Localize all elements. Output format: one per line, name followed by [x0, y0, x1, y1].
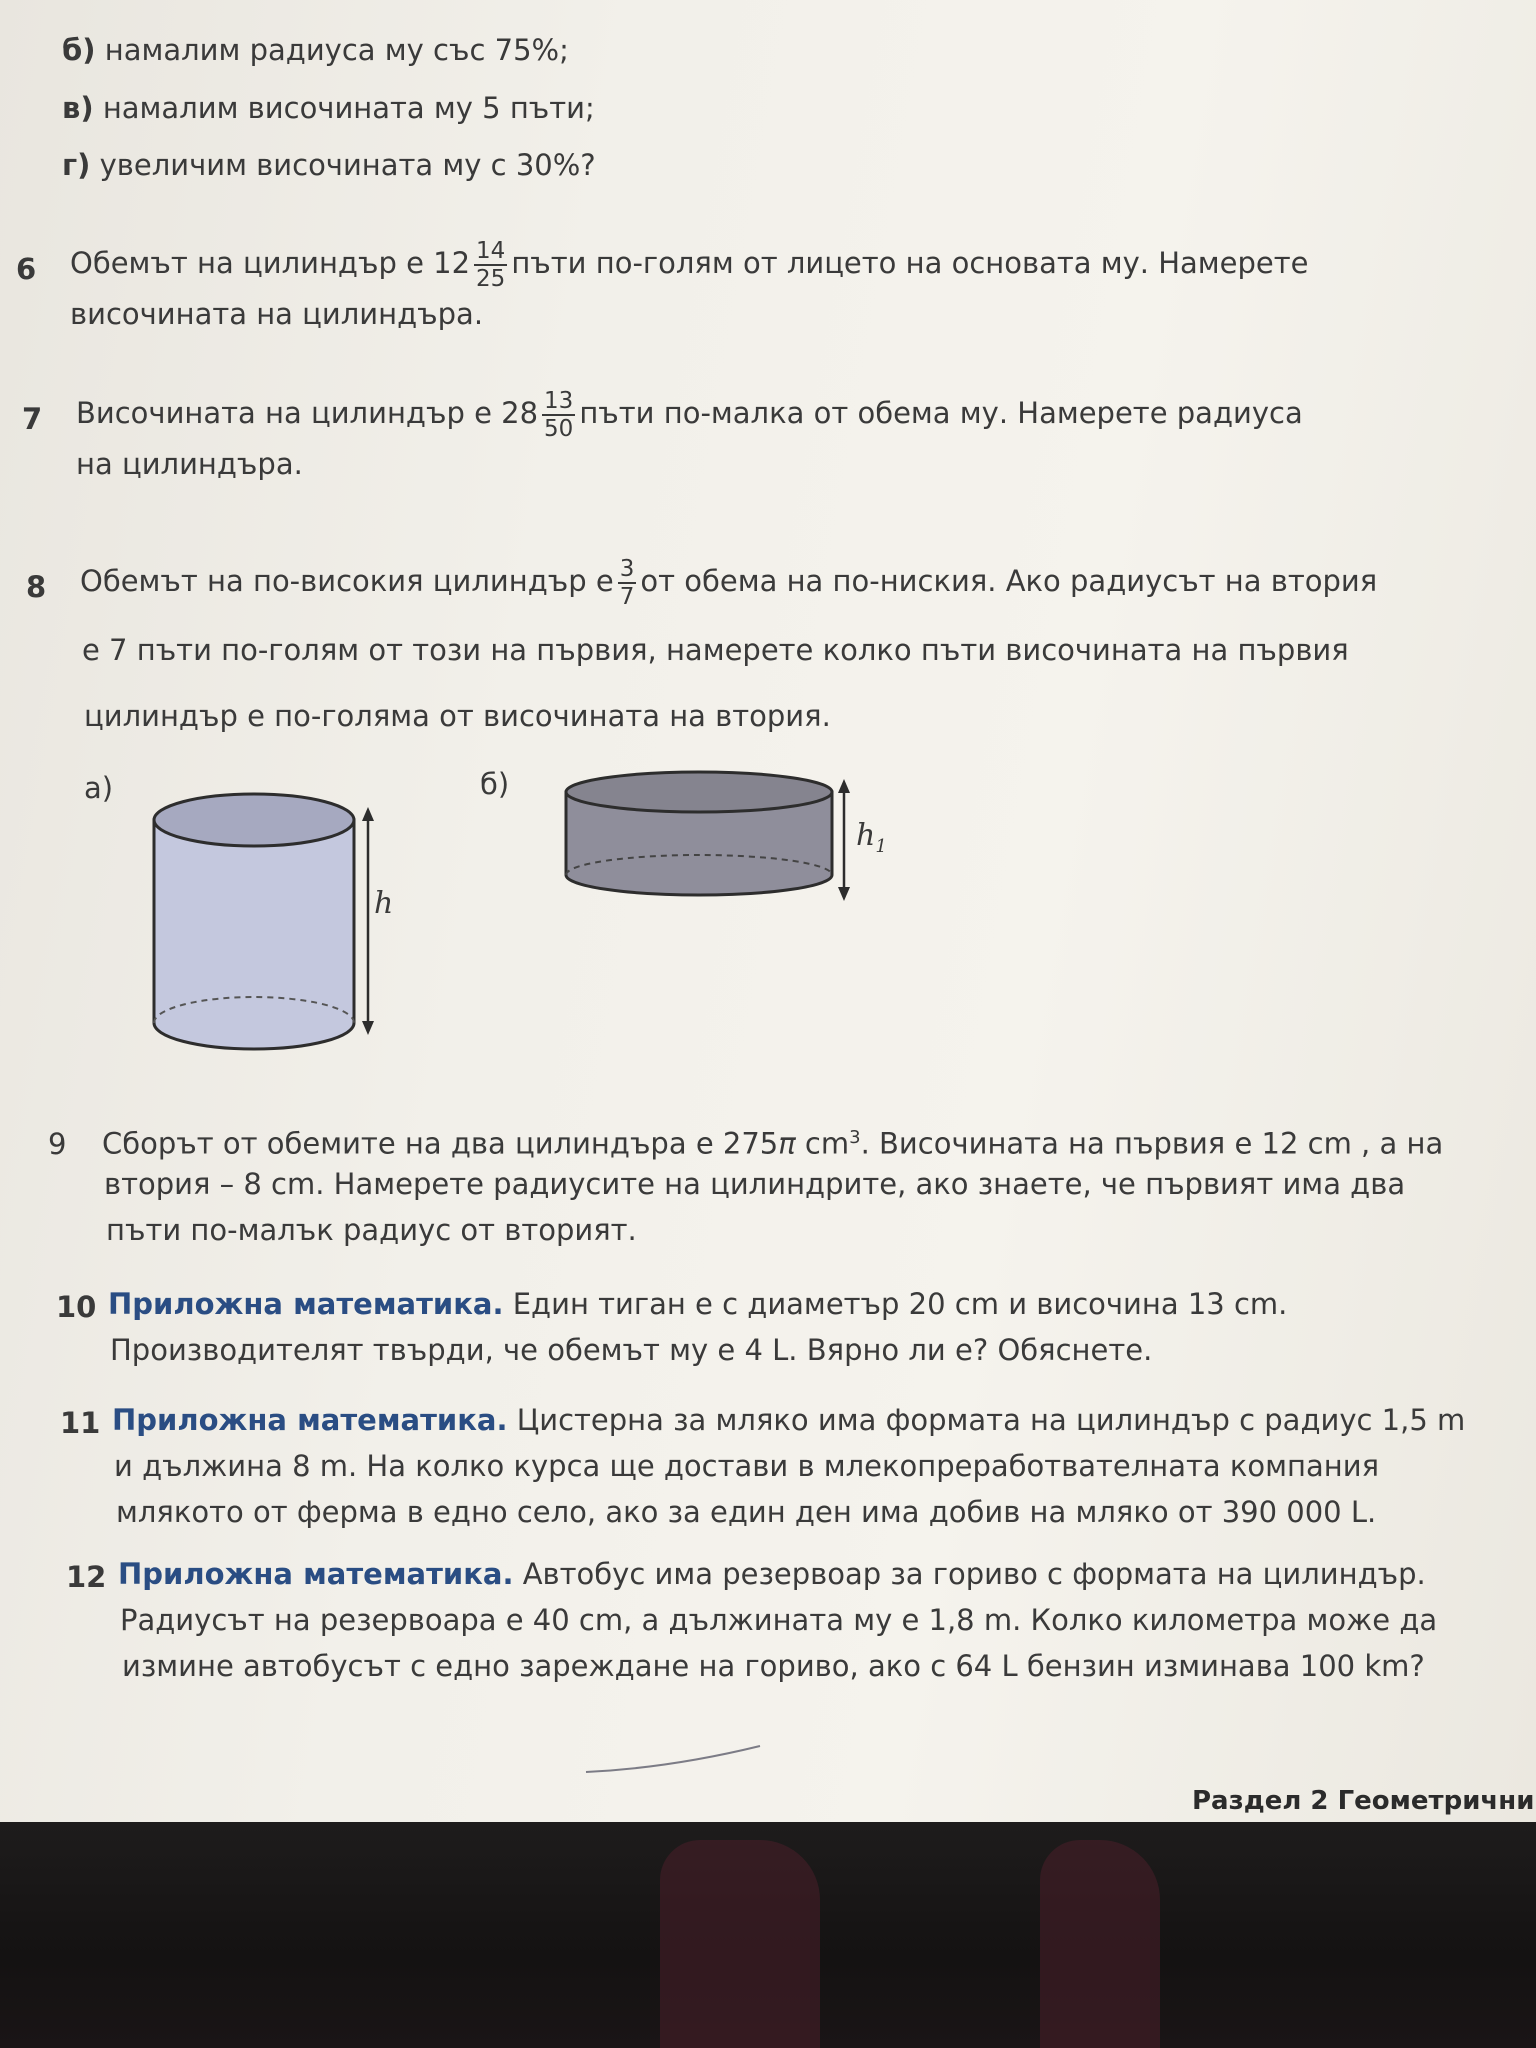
- h1-letter: h: [856, 818, 876, 853]
- problem-10-line-2: Производителят твърди, че обемът му е 4 L. Вярно ли е? Обяснете.: [110, 1333, 1153, 1367]
- numerator: 3: [619, 556, 635, 582]
- item-text: намалим височината му 5 пъти;: [102, 91, 595, 125]
- numerator: 13: [544, 388, 574, 414]
- text: cm: [795, 1126, 850, 1161]
- pi-symbol: π: [778, 1126, 796, 1161]
- denominator: 50: [544, 416, 574, 442]
- numerator: 14: [476, 238, 506, 264]
- problem-6-line-1: [70, 238, 1308, 292]
- text: Един тиган е с диаметър 20 cm и височина 13 cm.: [503, 1287, 1288, 1321]
- h1-subscript: 1: [875, 836, 887, 857]
- problem-number: 7: [22, 402, 43, 436]
- problem-number: 11: [60, 1406, 101, 1440]
- problem-8-line-3: цилиндър е по-голяма от височината на втория.: [84, 699, 831, 733]
- list-item: [62, 88, 595, 128]
- denominator: 7: [619, 584, 635, 610]
- text: . Височината на първия е 12 cm , а на: [860, 1126, 1444, 1161]
- problem-9-line-2: втория – 8 cm. Намерете радиусите на цилиндрите, ако знаете, че първият има два: [104, 1167, 1406, 1201]
- superscript: 3: [849, 1127, 861, 1148]
- height-label-h: h: [374, 886, 394, 921]
- denominator: 25: [476, 266, 506, 292]
- problem-number: 9: [48, 1127, 67, 1161]
- problem-number: 8: [26, 570, 47, 604]
- problem-11-line-3: млякото от ферма в едно село, ако за един ден има добив на мляко от 390 000 L.: [116, 1495, 1377, 1529]
- problem-11-line-2: и дължина 8 m. На колко курса ще достави в млекопреработвателната компания: [114, 1449, 1380, 1483]
- fraction: [542, 388, 575, 442]
- problem-9-line-3: пъти по-малък радиус от вторият.: [106, 1213, 637, 1247]
- figure-b-label: б): [480, 767, 510, 801]
- tall-cylinder-figure: [140, 765, 400, 1065]
- cylinder-top: [566, 772, 832, 812]
- short-cylinder-figure: [555, 765, 875, 915]
- section-title: Приложна математика.: [118, 1557, 514, 1591]
- item-letter: г): [62, 148, 91, 182]
- problem-12-line-1: [118, 1554, 1426, 1594]
- height-label-h1: [856, 818, 887, 857]
- text: Обемът на цилиндър е 12: [70, 246, 471, 280]
- figure-a-label: а): [84, 771, 114, 805]
- section-title: Приложна математика.: [108, 1287, 504, 1321]
- text: Цистерна за мляко има формата на цилиндър с радиус 1,5 m: [507, 1403, 1466, 1437]
- pencil-stroke: [586, 1746, 760, 1772]
- problem-12-line-3: измине автобусът с едно зареждане на гориво, ако с 64 L бензин изминава 100 km?: [122, 1649, 1425, 1683]
- text: Автобус има резервоар за гориво с формата на цилиндър.: [513, 1557, 1426, 1591]
- fabric-shape: [660, 1840, 820, 2048]
- item-letter: б): [62, 33, 96, 67]
- item-text: увеличим височината му с 30%?: [99, 148, 596, 182]
- pencil-mark: [580, 1740, 770, 1780]
- problem-8-line-1: [80, 556, 1377, 610]
- item-text: намалим радиуса му със 75%;: [104, 33, 569, 67]
- cylinder-body: [154, 820, 354, 1049]
- list-item: [62, 30, 569, 70]
- problem-10-line-1: [108, 1284, 1287, 1324]
- text: Обемът на по-високия цилиндър е: [80, 564, 614, 598]
- arrow-head: [838, 887, 850, 901]
- cylinder-top: [154, 794, 354, 846]
- text: пъти по-голям от лицето на основата му. Намерете: [511, 246, 1309, 280]
- text: от обема на по-ниския. Ако радиусът на втория: [640, 564, 1378, 598]
- arrow-head: [362, 1021, 374, 1035]
- section-title: Приложна математика.: [112, 1403, 508, 1437]
- problem-7-line-1: [76, 388, 1303, 442]
- text: Височината на цилиндър е 28: [76, 396, 539, 430]
- text: Сборът от обемите на два цилиндъра е 275: [102, 1126, 779, 1161]
- page-footer: Раздел 2 Геометрични: [1192, 1786, 1535, 1816]
- problem-number: 10: [56, 1290, 97, 1324]
- arrow-head: [362, 807, 374, 821]
- arrow-head: [838, 779, 850, 793]
- item-letter: в): [62, 91, 94, 125]
- problem-8-line-2: е 7 пъти по-голям от този на първия, намерете колко пъти височината на първия: [82, 633, 1349, 667]
- fraction: [618, 556, 637, 610]
- problem-number: 12: [66, 1560, 107, 1594]
- problem-11-line-1: [112, 1400, 1465, 1440]
- problem-12-line-2: Радиусът на резервоара е 40 cm, а дължината му е 1,8 m. Колко километра може да: [120, 1603, 1438, 1637]
- problem-6-line-2: височината на цилиндъра.: [70, 297, 484, 331]
- fraction: [474, 238, 507, 292]
- problem-9-line-1: [102, 1118, 1443, 1164]
- fabric-shape: [1040, 1840, 1160, 2048]
- problem-7-line-2: на цилиндъра.: [76, 447, 303, 481]
- text: пъти по-малка от обема му. Намерете радиуса: [579, 396, 1303, 430]
- list-item: [62, 145, 596, 185]
- problem-number: 6: [16, 252, 37, 286]
